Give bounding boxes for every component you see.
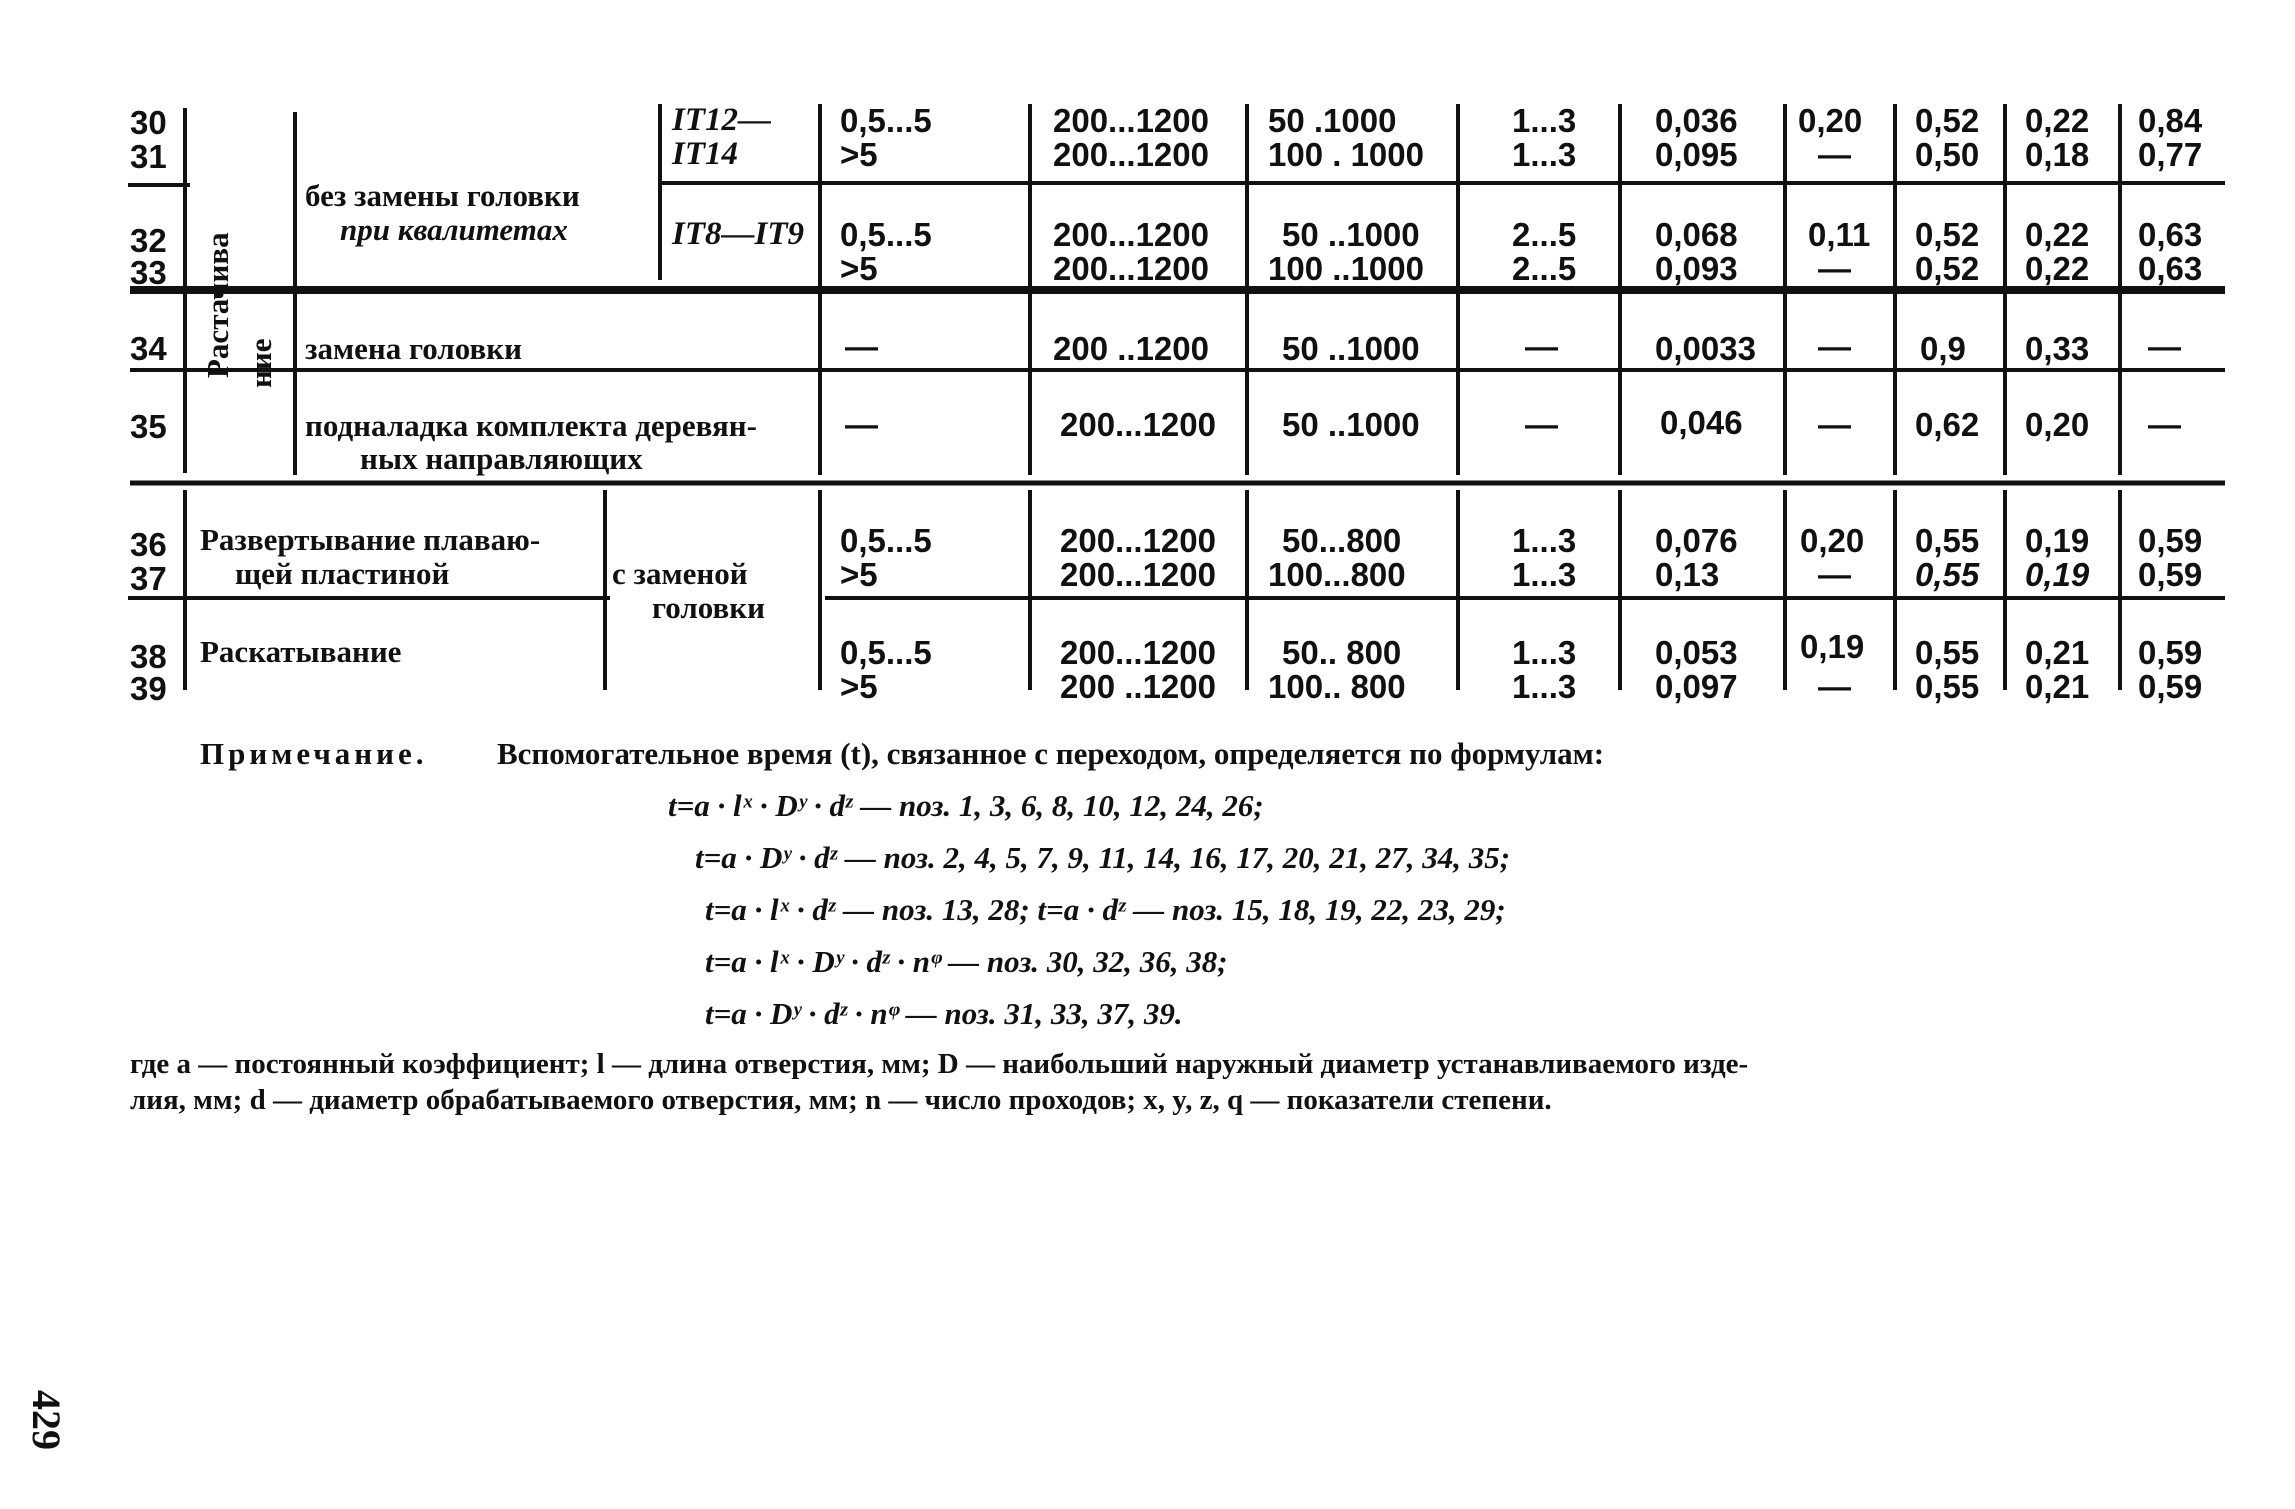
cell-a: 0,076 xyxy=(1655,522,1738,559)
cell-D: 200...1200 xyxy=(1060,556,1216,593)
cell-a: 0,046 xyxy=(1660,404,1743,441)
cell-a: 0,053 xyxy=(1655,634,1738,671)
cell-y: 0,55 xyxy=(1915,522,1980,559)
cell-D: 200...1200 xyxy=(1053,102,1209,139)
note-heading: Примечание. xyxy=(200,736,428,771)
cell-d: — xyxy=(845,406,878,443)
cell-y: 0,9 xyxy=(1920,330,1966,367)
row-number: 34 xyxy=(130,330,167,367)
cell-x: — xyxy=(1818,250,1851,287)
formula-line: t=a · lˣ · Dʸ · dᶻ — поз. 1, 3, 6, 8, 10, 12, 24, 26; xyxy=(668,788,1264,823)
cell-x: 0,20 xyxy=(1800,522,1865,559)
kvalitet: IT12— xyxy=(672,102,771,138)
cell-i: 1...3 xyxy=(1512,522,1577,559)
cell-n: 100.. 800 xyxy=(1268,668,1406,705)
formula-line: t=a · lˣ · Dʸ · dᶻ · nᵠ — поз. 30, 32, 36, 38; xyxy=(705,944,1228,979)
cell-n: 50 ..1000 xyxy=(1282,406,1420,443)
cell-q: 0,59 xyxy=(2138,556,2203,593)
cell-d: 0,5...5 xyxy=(840,216,932,253)
cell-i: — xyxy=(1525,328,1558,365)
cell-a: 0,097 xyxy=(1655,668,1738,705)
cell-z: 0,21 xyxy=(2025,668,2090,705)
cell-q: 0,77 xyxy=(2138,136,2203,173)
row-number: 33 xyxy=(130,254,167,291)
row-label: Раскатывание xyxy=(200,634,402,669)
cell-a: 0,095 xyxy=(1655,136,1738,173)
cell-x: — xyxy=(1818,556,1851,593)
row-number: 37 xyxy=(130,560,167,597)
kvalitet: IT14 xyxy=(672,136,738,172)
cell-i: 1...3 xyxy=(1512,136,1577,173)
cell-d: >5 xyxy=(840,250,878,287)
cell-q: — xyxy=(2148,328,2181,365)
row-number: 38 xyxy=(130,638,167,675)
with-change-label: с заменой xyxy=(612,556,748,591)
cell-d: >5 xyxy=(840,668,878,705)
cell-i: 1...3 xyxy=(1512,556,1577,593)
row-label: Развертывание плаваю- xyxy=(200,522,541,557)
cell-q: 0,59 xyxy=(2138,634,2203,671)
cell-z: 0,19 xyxy=(2025,556,2090,593)
page-number: 429 xyxy=(24,1390,69,1450)
cell-x: 0,20 xyxy=(1798,102,1863,139)
formula-line: t=a · lˣ · dᶻ — поз. 13, 28; t=a · dᶻ — поз. 15, 18, 19, 22, 23, 29; xyxy=(705,892,1506,927)
no-change-label: без замены головки xyxy=(305,178,580,213)
row-label-2: ных направляющих xyxy=(360,441,643,476)
cell-d: >5 xyxy=(840,136,878,173)
cell-D: 200 ..1200 xyxy=(1060,668,1216,705)
cell-a: 0,13 xyxy=(1655,556,1720,593)
cell-x: 0,19 xyxy=(1800,628,1865,665)
cell-i: — xyxy=(1525,406,1558,443)
cell-a: 0,093 xyxy=(1655,250,1738,287)
cell-d: — xyxy=(845,328,878,365)
cell-y: 0,52 xyxy=(1915,216,1980,253)
cell-n: 50 .1000 xyxy=(1268,102,1397,139)
formula-line: t=a · Dʸ · dᶻ — поз. 2, 4, 5, 7, 9, 11, 14, 16, 17, 20, 21, 27, 34, 35; xyxy=(695,840,1511,875)
cell-z: 0,22 xyxy=(2025,216,2090,253)
cell-i: 1...3 xyxy=(1512,634,1577,671)
cell-d: 0,5...5 xyxy=(840,102,932,139)
note-text: Вспомогательное время (t), связанное с переходом, определяется по формулам: xyxy=(497,736,1605,771)
cell-q: 0,59 xyxy=(2138,522,2203,559)
cell-i: 2...5 xyxy=(1512,250,1577,287)
where-line-2: лия, мм; d — диаметр обрабатываемого отверстия, мм; n — число проходов; x, y, z, q — показатели степени. xyxy=(130,1084,1552,1116)
row-number: 36 xyxy=(130,526,167,563)
row-number: 39 xyxy=(130,670,167,707)
group-label-vertical: Растачива xyxy=(200,232,235,378)
cell-z: 0,20 xyxy=(2025,406,2090,443)
cell-x: — xyxy=(1818,668,1851,705)
cell-D: 200...1200 xyxy=(1060,406,1216,443)
cell-n: 50.. 800 xyxy=(1282,634,1402,671)
cell-q: 0,63 xyxy=(2138,216,2203,253)
cell-z: 0,18 xyxy=(2025,136,2090,173)
row-number: 30 xyxy=(130,104,167,141)
cell-x: — xyxy=(1818,136,1851,173)
row-label: подналадка комплекта деревян- xyxy=(305,408,757,443)
cell-x: 0,11 xyxy=(1808,216,1871,253)
with-change-label-2: головки xyxy=(652,590,765,625)
cell-n: 100 . 1000 xyxy=(1268,136,1424,173)
cell-a: 0,0033 xyxy=(1655,330,1756,367)
cell-z: 0,22 xyxy=(2025,250,2090,287)
row-label: замена головки xyxy=(305,331,522,366)
cell-D: 200...1200 xyxy=(1060,634,1216,671)
group-label-vertical-2: ние xyxy=(243,338,278,388)
row-label-2: щей пластиной xyxy=(235,556,450,591)
cell-y: 0,62 xyxy=(1915,406,1980,443)
cell-a: 0,068 xyxy=(1655,216,1738,253)
cell-q: 0,59 xyxy=(2138,668,2203,705)
formula-line: t=a · Dʸ · dᶻ · nᵠ — поз. 31, 33, 37, 39. xyxy=(705,996,1183,1031)
cell-y: 0,50 xyxy=(1915,136,1980,173)
cell-y: 0,55 xyxy=(1915,634,1980,671)
row-number: 31 xyxy=(130,138,167,175)
cell-x: — xyxy=(1818,328,1851,365)
cell-n: 100 ..1000 xyxy=(1268,250,1424,287)
cell-y: 0,52 xyxy=(1915,250,1980,287)
cell-q: 0,84 xyxy=(2138,102,2203,139)
cell-q: — xyxy=(2148,406,2181,443)
cell-D: 200...1200 xyxy=(1053,250,1209,287)
cell-i: 2...5 xyxy=(1512,216,1577,253)
cell-z: 0,22 xyxy=(2025,102,2090,139)
kvalitet: IT8—IT9 xyxy=(672,216,804,252)
cell-i: 1...3 xyxy=(1512,102,1577,139)
cell-y: 0,55 xyxy=(1915,668,1980,705)
cell-n: 50 ..1000 xyxy=(1282,330,1420,367)
cell-y: 0,52 xyxy=(1915,102,1980,139)
row-number: 32 xyxy=(130,222,167,259)
cell-d: >5 xyxy=(840,556,878,593)
cell-q: 0,63 xyxy=(2138,250,2203,287)
cell-n: 50...800 xyxy=(1282,522,1402,559)
no-change-label-2: при квалитетах xyxy=(340,212,568,247)
cell-y: 0,55 xyxy=(1915,556,1980,593)
cell-z: 0,33 xyxy=(2025,330,2090,367)
cell-D: 200...1200 xyxy=(1053,216,1209,253)
cell-D: 200...1200 xyxy=(1053,136,1209,173)
cell-d: 0,5...5 xyxy=(840,634,932,671)
cell-z: 0,19 xyxy=(2025,522,2090,559)
cell-n: 100...800 xyxy=(1268,556,1406,593)
where-line: где a — постоянный коэффициент; l — длина отверстия, мм; D — наибольший наружный диаметр устанавливаемого изде- xyxy=(130,1048,1749,1080)
cell-i: 1...3 xyxy=(1512,668,1577,705)
cell-x: — xyxy=(1818,406,1851,443)
cell-D: 200...1200 xyxy=(1060,522,1216,559)
row-number: 35 xyxy=(130,408,167,445)
cell-n: 50 ..1000 xyxy=(1282,216,1420,253)
cell-D: 200 ..1200 xyxy=(1053,330,1209,367)
cell-d: 0,5...5 xyxy=(840,522,932,559)
cell-a: 0,036 xyxy=(1655,102,1738,139)
cell-z: 0,21 xyxy=(2025,634,2090,671)
